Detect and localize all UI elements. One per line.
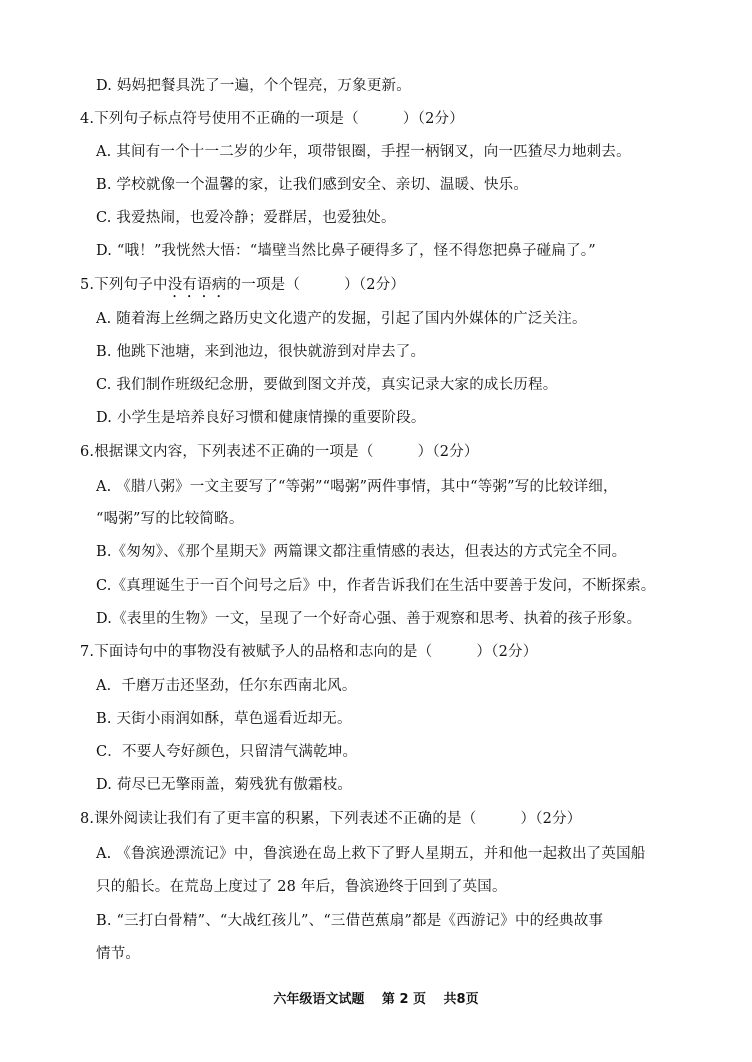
question-8-option-b-continued: 情节。 — [96, 946, 141, 962]
question-8-option-a: A. 《鲁滨逊漂流记》中，鲁滨逊在岛上救下了野人星期五，并和他一起救出了英国船 — [96, 846, 646, 862]
question-6-option-a-continued: “喝粥”写的比较简略。 — [96, 511, 244, 527]
page-footer: 六年级语文试题 第 2 页 共8页 — [273, 992, 479, 1007]
question-5-option-d: D. 小学生是培养良好习惯和健康情操的重要阶段。 — [96, 410, 426, 426]
question-4-option-b: B. 学校就像一个温馨的家，让我们感到安全、亲切、温暖、快乐。 — [96, 177, 529, 193]
question-4-option-d: D. “哦！”我恍然大悟：“墙壁当然比鼻子硬得多了，怪不得您把鼻子碰扁了。” — [96, 243, 596, 259]
question-7-option-c: C．不要人夸好颜色，只留清气满乾坤。 — [96, 744, 358, 760]
question-5-option-c: C. 我们制作班级纪念册，要做到图文并茂，真实记录大家的成长历程。 — [96, 377, 558, 393]
question-8-option-b: B. “三打白骨精”、“大战红孩儿”、“三借芭蕉扇”都是《西游记》中的经典故事 — [96, 913, 604, 929]
question-7-option-a: A．千磨万击还坚劲，任尔东西南北风。 — [96, 678, 357, 694]
question-4-stem: 4.下列句子标点符号使用不正确的一项是（ ）（2分） — [80, 111, 464, 127]
question-6-option-c: C.《真理诞生于一百个问号之后》中，作者告诉我们在生活中要善于发问，不断探索。 — [96, 578, 656, 594]
question-6-stem: 6.根据课文内容，下列表述不正确的一项是（ ）（2分） — [80, 444, 479, 460]
question-5-stem-suffix: 的一项是（ ）（2分） — [226, 277, 406, 293]
question-7-option-d: D. 荷尽已无擎雨盖，菊残犹有傲霜枝。 — [96, 777, 353, 793]
question-5-option-b: B. 他跳下池塘，来到池边，很快就游到对岸去了。 — [96, 344, 426, 360]
question-6-option-a: A. 《腊八粥》一文主要写了“等粥”“喝粥”两件事情，其中“等粥”写的比较详细， — [96, 479, 618, 495]
question-5-stem-prefix: 5.下列句子中 — [80, 277, 168, 293]
line-q3-option-d: D. 妈妈把餐具洗了一遍，个个锃亮，万象更新。 — [96, 78, 411, 94]
question-6-option-d: D.《表里的生物》一文，呈现了一个好奇心强、善于观察和思考、执着的孩子形象。 — [96, 611, 642, 627]
question-4-option-c: C. 我爱热闹，也爱冷静；爱群居，也爱独处。 — [96, 210, 396, 226]
question-7-stem: 7.下面诗句中的事物没有被赋予人的品格和志向的是（ ）（2分） — [80, 644, 538, 660]
question-6-option-b: B.《匆匆》、《那个星期天》两篇课文都注重情感的表达，但表达的方式完全不同。 — [96, 544, 627, 560]
question-5-emphasis: 没有语病 — [167, 277, 227, 293]
question-8-stem: 8.课外阅读让我们有了更丰富的积累，下列表述不正确的是（ ）（2分） — [80, 811, 582, 827]
question-7-option-b: B. 天街小雨润如酥，草色遥看近却无。 — [96, 711, 352, 727]
question-5-option-a: A. 随着海上丝绸之路历史文化遗产的发掘，引起了国内外媒体的广泛关注。 — [96, 311, 587, 327]
question-8-option-a-continued: 只的船长。在荒岛上度过了 28 年后，鲁滨逊终于回到了英国。 — [96, 879, 507, 895]
question-4-option-a: A. 其间有一个十一二岁的少年，项带银圈，手捏一柄钢叉，向一匹猹尽力地刺去。 — [96, 144, 631, 160]
question-5-stem — [80, 275, 405, 301]
